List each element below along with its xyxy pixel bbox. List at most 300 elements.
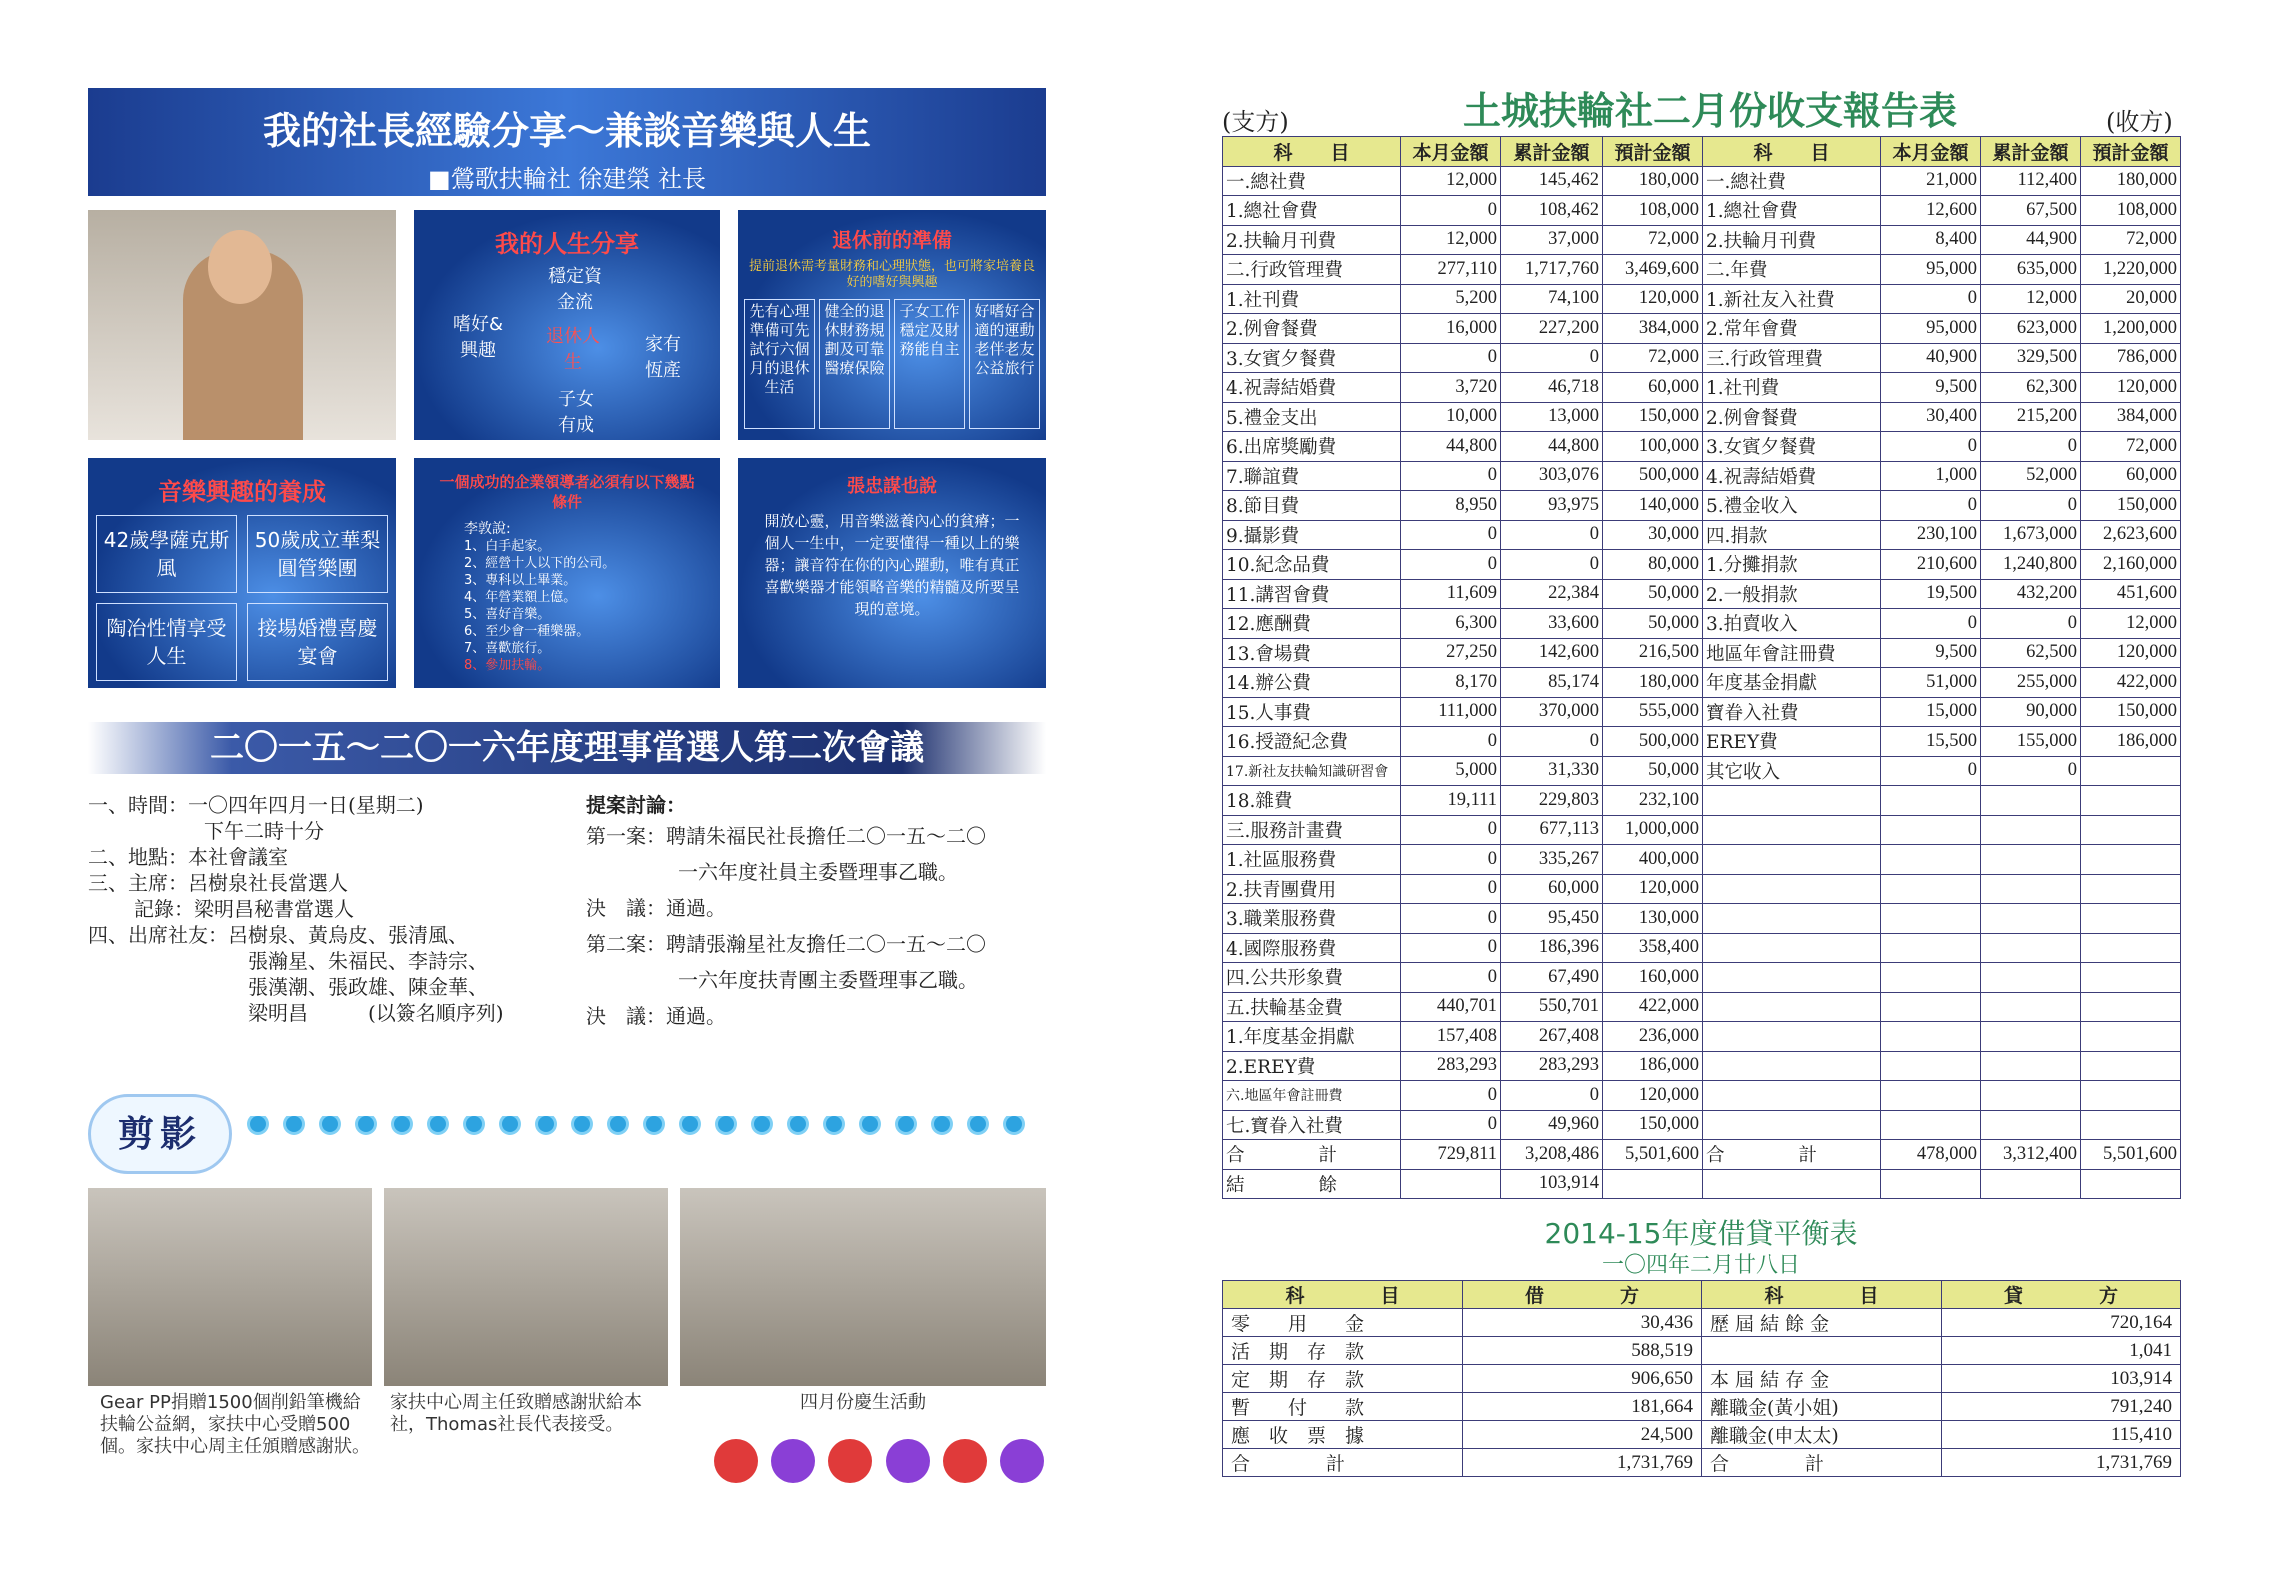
table-cell <box>1703 992 1881 1022</box>
table-cell: 暫 付 款 <box>1223 1393 1463 1421</box>
table-cell: 4.國際服務費 <box>1223 933 1401 963</box>
table-cell: 12,000 <box>1401 166 1501 196</box>
table-cell: 0 <box>1501 520 1603 550</box>
table-cell <box>1703 1022 1881 1052</box>
meeting-line: 張瀚星、朱福民、李詩宗、 <box>248 949 488 973</box>
table-cell: 85,174 <box>1501 668 1603 698</box>
table-cell <box>2081 786 2181 816</box>
table-cell <box>1881 786 1981 816</box>
gallery-caption-3: 四月份慶生活動 <box>800 1392 926 1413</box>
meeting-title <box>88 722 1046 774</box>
table-cell: 150,000 <box>2081 697 2181 727</box>
table-cell: 267,408 <box>1501 1022 1603 1052</box>
table-cell: 8,950 <box>1401 491 1501 521</box>
table-cell: 120,000 <box>1603 874 1703 904</box>
table-cell: 10.紀念品費 <box>1223 550 1401 580</box>
table-cell: 5,501,600 <box>1603 1140 1703 1170</box>
slide-item: 退休人生 <box>546 326 600 373</box>
table-cell: 50,000 <box>1603 609 1703 639</box>
table-row <box>1223 668 2181 698</box>
slide-item: 嗜好&興趣 <box>452 314 504 361</box>
table-cell: 0 <box>1401 815 1501 845</box>
table-cell: 283,293 <box>1401 1051 1501 1081</box>
table-cell: 227,200 <box>1501 314 1603 344</box>
slide-cell: 42歲學薩克斯風 <box>96 515 237 593</box>
table-cell: 1.分攤捐款 <box>1703 550 1881 580</box>
table-cell: 2.EREY費 <box>1223 1051 1401 1081</box>
table-cell: 46,718 <box>1501 373 1603 403</box>
speaker-photo <box>88 210 396 440</box>
table-cell: 12,000 <box>1401 225 1501 255</box>
table-cell: 合 計 <box>1702 1449 1942 1477</box>
slide-intro: 李敦說: <box>464 521 511 537</box>
table-cell: 255,000 <box>1981 668 2081 698</box>
table-cell <box>1981 1110 2081 1140</box>
table-cell: 62,500 <box>1981 638 2081 668</box>
table-cell: 31,330 <box>1501 756 1603 786</box>
table-cell: 3.女賓夕餐費 <box>1223 343 1401 373</box>
table-cell <box>2081 874 2181 904</box>
table-cell: 6,300 <box>1401 609 1501 639</box>
table-cell: 5.禮金收入 <box>1703 491 1881 521</box>
table-cell: 年度基金捐獻 <box>1703 668 1881 698</box>
gallery-caption-1: Gear PP捐贈1500個削鉛筆機給扶輪公益網，家扶中心受贈500個。家扶中心周主任頒贈感謝狀。 <box>100 1392 370 1457</box>
table-cell: 一.總社費 <box>1223 166 1401 196</box>
table-cell: 12,000 <box>2081 609 2181 639</box>
table-cell: 786,000 <box>2081 343 2181 373</box>
table-cell: 181,664 <box>1463 1393 1702 1421</box>
slide-list-item: 1、白手起家。 <box>464 539 551 554</box>
table-row <box>1223 1051 2181 1081</box>
column-header: 科 目 <box>1223 1281 1463 1309</box>
table-cell: 11,609 <box>1401 579 1501 609</box>
table-cell: 27,250 <box>1401 638 1501 668</box>
table-cell: 216,500 <box>1603 638 1703 668</box>
table-cell: 155,000 <box>1981 727 2081 757</box>
table-cell: 210,600 <box>1881 550 1981 580</box>
table-cell <box>1703 874 1881 904</box>
table-cell: 活 期 存 款 <box>1223 1337 1463 1365</box>
table-row <box>1223 284 2181 314</box>
gallery-photo-1 <box>88 1188 372 1386</box>
table-cell: 95,000 <box>1881 255 1981 285</box>
table-cell: 四.公共形象費 <box>1223 963 1401 993</box>
table-cell: 12,600 <box>1881 196 1981 226</box>
table-cell: 10,000 <box>1401 402 1501 432</box>
table-cell <box>1981 1022 2081 1052</box>
column-header: 累計金額 <box>1981 137 2081 167</box>
table-cell <box>1881 933 1981 963</box>
table-cell: 130,000 <box>1603 904 1703 934</box>
table-cell: 229,803 <box>1501 786 1603 816</box>
table-cell: 0 <box>1881 756 1981 786</box>
gallery-label-cloud <box>88 1094 232 1174</box>
table-row <box>1223 874 2181 904</box>
table-cell: 2,623,600 <box>2081 520 2181 550</box>
table-cell <box>2081 1051 2181 1081</box>
table-cell: 49,960 <box>1501 1110 1603 1140</box>
column-header: 貸 方 <box>1942 1281 2181 1309</box>
table-cell: 13.會場費 <box>1223 638 1401 668</box>
table-cell: 8,400 <box>1881 225 1981 255</box>
meeting-line: 三、主席：呂樹泉社長當選人 <box>88 871 348 895</box>
column-header: 借 方 <box>1463 1281 1702 1309</box>
table-cell: 44,800 <box>1501 432 1603 462</box>
table-cell <box>1981 933 2081 963</box>
table-cell <box>1981 1051 2081 1081</box>
table-cell: 0 <box>1881 284 1981 314</box>
table-cell: 329,500 <box>1981 343 2081 373</box>
table-cell: 623,000 <box>1981 314 2081 344</box>
proposal-line: 一六年度社員主委暨理事乙職。 <box>678 860 958 884</box>
table-cell: 2.常年會費 <box>1703 314 1881 344</box>
meeting-line: 下午二時十分 <box>204 819 324 843</box>
table-row <box>1223 904 2181 934</box>
table-cell <box>1981 1169 2081 1199</box>
table-row <box>1223 1169 2181 1199</box>
table-cell: 三.服務計畫費 <box>1223 815 1401 845</box>
article-byline: ■鶯歌扶輪社 徐建榮 社長 <box>428 165 706 193</box>
table-cell: 合 計 <box>1223 1140 1401 1170</box>
table-cell: 0 <box>1401 1081 1501 1111</box>
table-cell: 0 <box>1401 904 1501 934</box>
table-cell: 24,500 <box>1463 1421 1702 1449</box>
table-cell: 335,267 <box>1501 845 1603 875</box>
table-cell: 1.總社會費 <box>1223 196 1401 226</box>
slide-retirement-prep <box>738 210 1046 440</box>
table-cell: 500,000 <box>1603 727 1703 757</box>
table-cell: 15,000 <box>1881 697 1981 727</box>
table-cell: 186,396 <box>1501 933 1603 963</box>
table-cell: 8,170 <box>1401 668 1501 698</box>
proposal-line: 一六年度扶青團主委暨理事乙職。 <box>678 968 978 992</box>
table-cell: 236,000 <box>1603 1022 1703 1052</box>
table-cell <box>2081 933 2181 963</box>
column-header: 科 目 <box>1702 1281 1942 1309</box>
table-cell: 0 <box>1401 520 1501 550</box>
table-cell: 180,000 <box>1603 166 1703 196</box>
slide-title: 張忠謀也說 <box>847 476 937 497</box>
table-cell: 9,500 <box>1881 638 1981 668</box>
table-row <box>1223 609 2181 639</box>
table-cell: 720,164 <box>1942 1309 2181 1337</box>
table-cell: 3,208,486 <box>1501 1140 1603 1170</box>
table-cell: 100,000 <box>1603 432 1703 462</box>
table-row <box>1223 225 2181 255</box>
table-cell: 186,000 <box>2081 727 2181 757</box>
table-cell <box>1703 815 1881 845</box>
table-cell: 108,000 <box>1603 196 1703 226</box>
table-cell: 11.講習會費 <box>1223 579 1401 609</box>
table-cell <box>1703 933 1881 963</box>
table-cell: 1.新社友入社費 <box>1703 284 1881 314</box>
table-cell: 111,000 <box>1401 697 1501 727</box>
table-cell: 0 <box>1981 432 2081 462</box>
table-cell: 677,113 <box>1501 815 1603 845</box>
table-cell: 108,462 <box>1501 196 1603 226</box>
table-cell: 2.扶青團費用 <box>1223 874 1401 904</box>
table-row <box>1223 1337 2181 1365</box>
flower-decoration <box>714 1436 1044 1486</box>
table-cell: 9.攝影費 <box>1223 520 1401 550</box>
table-cell: 60,000 <box>1501 874 1603 904</box>
table-cell <box>2081 1081 2181 1111</box>
slide-column: 好嗜好合適的運動老伴老友公益旅行 <box>969 299 1040 429</box>
table-cell: 80,000 <box>1603 550 1703 580</box>
table-cell: 120,000 <box>1603 284 1703 314</box>
table-cell: 635,000 <box>1981 255 2081 285</box>
table-cell: 19,111 <box>1401 786 1501 816</box>
table-cell: 16,000 <box>1401 314 1501 344</box>
table-cell: 5,501,600 <box>2081 1140 2181 1170</box>
table-cell: 50,000 <box>1603 756 1703 786</box>
table-cell: 120,000 <box>1603 1081 1703 1111</box>
table-cell: 422,000 <box>1603 992 1703 1022</box>
table-cell: 1,000,000 <box>1603 815 1703 845</box>
table-row <box>1223 579 2181 609</box>
income-expense-table <box>1222 136 2181 1199</box>
report-title: 土城扶輪社二月份收支報告表 <box>1462 89 1957 133</box>
table-cell: 150,000 <box>1603 402 1703 432</box>
slide-morris-chang <box>738 458 1046 688</box>
table-cell: 277,110 <box>1401 255 1501 285</box>
table-cell: 550,701 <box>1501 992 1603 1022</box>
table-cell: 3,469,600 <box>1603 255 1703 285</box>
table-cell: 2.扶輪月刊費 <box>1223 225 1401 255</box>
table-cell <box>1981 874 2081 904</box>
table-row <box>1223 550 2181 580</box>
table-cell: 本 屆 結 存 金 <box>1702 1365 1942 1393</box>
table-cell: 729,811 <box>1401 1140 1501 1170</box>
table-cell: 140,000 <box>1603 491 1703 521</box>
table-row <box>1223 520 2181 550</box>
table-cell: 103,914 <box>1942 1365 2181 1393</box>
table-cell: 906,650 <box>1463 1365 1702 1393</box>
meeting-line: 張漢潮、張政雄、陳金華、 <box>248 975 488 999</box>
table-cell: 六.地區年會註冊費 <box>1223 1081 1401 1111</box>
table-cell: 1.社區服務費 <box>1223 845 1401 875</box>
table-cell: 1,000 <box>1881 461 1981 491</box>
table-cell <box>2081 904 2181 934</box>
slide-life-sharing <box>414 210 720 440</box>
table-cell <box>2081 1022 2181 1052</box>
slide-cell: 陶冶性情享受人生 <box>96 603 237 681</box>
slide-title: 退休前的準備 <box>832 228 952 252</box>
table-row <box>1223 1022 2181 1052</box>
table-cell: 186,000 <box>1603 1051 1703 1081</box>
table-cell: 4.祝壽結婚費 <box>1223 373 1401 403</box>
table-cell: 1,673,000 <box>1981 520 2081 550</box>
report-left-label: (支方) <box>1222 108 1289 136</box>
table-cell: 9,500 <box>1881 373 1981 403</box>
table-cell: 72,000 <box>1603 343 1703 373</box>
table-cell <box>2081 1169 2181 1199</box>
meeting-line: 記錄：梁明昌秘書當選人 <box>134 897 354 921</box>
table-cell: 1.年度基金捐獻 <box>1223 1022 1401 1052</box>
table-row <box>1223 491 2181 521</box>
table-row <box>1223 402 2181 432</box>
balance-title: 2014-15年度借貸平衡表 <box>1544 1217 1858 1250</box>
table-cell: 5,000 <box>1401 756 1501 786</box>
table-row <box>1223 373 2181 403</box>
slide-cell: 接場婚禮喜慶宴會 <box>247 603 388 681</box>
table-cell: 0 <box>1981 756 2081 786</box>
table-row <box>1223 845 2181 875</box>
table-cell: 400,000 <box>1603 845 1703 875</box>
table-cell <box>1703 1110 1881 1140</box>
table-row <box>1223 1449 2181 1477</box>
slide-title: 音樂興趣的養成 <box>158 478 326 506</box>
table-cell: 303,076 <box>1501 461 1603 491</box>
table-cell: 93,975 <box>1501 491 1603 521</box>
table-cell: 72,000 <box>1603 225 1703 255</box>
slide-list-item: 8、參加扶輪。 <box>464 658 551 673</box>
table-cell: 215,200 <box>1981 402 2081 432</box>
table-cell: 150,000 <box>2081 491 2181 521</box>
table-cell: 33,600 <box>1501 609 1603 639</box>
table-cell: 67,500 <box>1981 196 2081 226</box>
table-cell: 19,500 <box>1881 579 1981 609</box>
table-cell: 95,450 <box>1501 904 1603 934</box>
slide-body: 開放心靈，用音樂滋養內心的貧瘠；一個人一生中，一定要懂得一種以上的樂器；讓音符在你的內心躍動，唯有真正 喜歡樂器才能領略音樂的精髓及所要呈現的意境。 <box>764 512 1020 618</box>
table-cell: 37,000 <box>1501 225 1603 255</box>
slide-title: 我的人生分享 <box>495 230 639 258</box>
column-header: 累計金額 <box>1501 137 1603 167</box>
table-cell: 555,000 <box>1603 697 1703 727</box>
table-cell: 103,914 <box>1501 1169 1603 1199</box>
table-cell <box>1703 845 1881 875</box>
table-cell <box>1881 1169 1981 1199</box>
table-cell: 478,000 <box>1881 1140 1981 1170</box>
table-cell: 44,800 <box>1401 432 1501 462</box>
table-cell: 3,312,400 <box>1981 1140 2081 1170</box>
table-cell <box>1881 1051 1981 1081</box>
table-cell: 1,200,000 <box>2081 314 2181 344</box>
report-right-label: (收方) <box>2106 108 2173 136</box>
slide-title: 一個成功的企業領導者必須有以下幾點條件 <box>439 473 695 511</box>
slide-item: 穩定資金流 <box>548 266 602 313</box>
article-banner <box>88 88 1046 196</box>
table-cell: 0 <box>1981 491 2081 521</box>
table-cell: 160,000 <box>1603 963 1703 993</box>
table-cell: 422,000 <box>2081 668 2181 698</box>
table-row <box>1223 314 2181 344</box>
table-cell: 180,000 <box>2081 166 2181 196</box>
table-cell <box>2081 1110 2181 1140</box>
table-row <box>1223 815 2181 845</box>
table-row <box>1223 196 2181 226</box>
balance-date: 一〇四年二月廿八日 <box>1601 1253 1800 1278</box>
table-cell <box>1881 904 1981 934</box>
article-title: 我的社長經驗分享～兼談音樂與人生 <box>262 108 871 153</box>
table-cell: 0 <box>1401 963 1501 993</box>
table-cell: 0 <box>1401 196 1501 226</box>
table-cell: 451,600 <box>2081 579 2181 609</box>
table-cell: 358,400 <box>1603 933 1703 963</box>
table-cell <box>1703 786 1881 816</box>
column-header: 預計金額 <box>2081 137 2181 167</box>
table-cell: 1.社刊費 <box>1703 373 1881 403</box>
gallery-label: 剪影 <box>117 1113 202 1155</box>
table-cell <box>1881 992 1981 1022</box>
table-row <box>1223 1309 2181 1337</box>
table-cell: 0 <box>1881 609 1981 639</box>
table-cell: 150,000 <box>1603 1110 1703 1140</box>
table-cell: 95,000 <box>1881 314 1981 344</box>
table-cell: EREY費 <box>1703 727 1881 757</box>
table-row <box>1223 992 2181 1022</box>
table-cell <box>1981 786 2081 816</box>
table-cell: 370,000 <box>1501 697 1603 727</box>
table-row <box>1223 1140 2181 1170</box>
table-cell: 0 <box>1501 343 1603 373</box>
table-cell: 72,000 <box>2081 432 2181 462</box>
table-row <box>1223 638 2181 668</box>
meeting-line: 梁明昌 (以簽名順序列) <box>248 1001 504 1025</box>
table-cell: 2.扶輪月刊費 <box>1703 225 1881 255</box>
table-cell: 108,000 <box>2081 196 2181 226</box>
table-cell: 二.行政管理費 <box>1223 255 1401 285</box>
table-cell <box>2081 756 2181 786</box>
table-cell: 定 期 存 款 <box>1223 1365 1463 1393</box>
table-cell: 地區年會註冊費 <box>1703 638 1881 668</box>
slide-list-item: 7、喜歡旅行。 <box>464 641 551 656</box>
table-cell: 離職金(黃小姐) <box>1702 1393 1942 1421</box>
table-cell: 232,100 <box>1603 786 1703 816</box>
slide-list-item: 6、至少會一種樂器。 <box>464 624 590 639</box>
table-cell <box>1881 1022 1981 1052</box>
table-row <box>1223 255 2181 285</box>
table-cell: 0 <box>1881 491 1981 521</box>
table-cell: 120,000 <box>2081 373 2181 403</box>
proposal-line: 第二案：聘請張瀚星社友擔任二〇一五～二〇 <box>586 932 986 956</box>
table-cell: 14.辦公費 <box>1223 668 1401 698</box>
table-cell: 三.行政管理費 <box>1703 343 1881 373</box>
table-cell: 12.應酬費 <box>1223 609 1401 639</box>
table-row <box>1223 1393 2181 1421</box>
table-row <box>1223 756 2181 786</box>
column-header: 本月金額 <box>1881 137 1981 167</box>
table-cell: 283,293 <box>1501 1051 1603 1081</box>
table-cell: 0 <box>1981 609 2081 639</box>
table-row <box>1223 697 2181 727</box>
table-cell: 0 <box>1401 845 1501 875</box>
slide-cell: 50歲成立華梨圓管樂團 <box>247 515 388 593</box>
table-cell <box>1703 963 1881 993</box>
column-header: 科 目 <box>1703 137 1881 167</box>
table-cell <box>1881 845 1981 875</box>
table-cell: 四.捐款 <box>1703 520 1881 550</box>
table-cell: 115,410 <box>1942 1421 2181 1449</box>
slide-list-item: 4、年營業額上億。 <box>464 590 577 605</box>
gallery-photo-3 <box>680 1188 1046 1386</box>
table-cell: 67,490 <box>1501 963 1603 993</box>
gallery-caption-2: 家扶中心周主任致贈感謝狀給本社，Thomas社長代表接受。 <box>390 1392 642 1435</box>
table-cell: 13,000 <box>1501 402 1603 432</box>
table-cell: 1,041 <box>1942 1337 2181 1365</box>
meeting-line: 一、時間：一〇四年四月一日(星期二) <box>88 793 424 817</box>
proposal-line: 決 議：通過。 <box>586 896 726 920</box>
table-row <box>1223 1365 2181 1393</box>
table-row <box>1223 727 2181 757</box>
table-cell <box>1401 1169 1501 1199</box>
proposal-line: 決 議：通過。 <box>586 1004 726 1028</box>
table-cell: 384,000 <box>1603 314 1703 344</box>
table-cell: 112,400 <box>1981 166 2081 196</box>
table-cell: 142,600 <box>1501 638 1603 668</box>
table-cell: 合 計 <box>1223 1449 1463 1477</box>
table-cell: 5.禮金支出 <box>1223 402 1401 432</box>
